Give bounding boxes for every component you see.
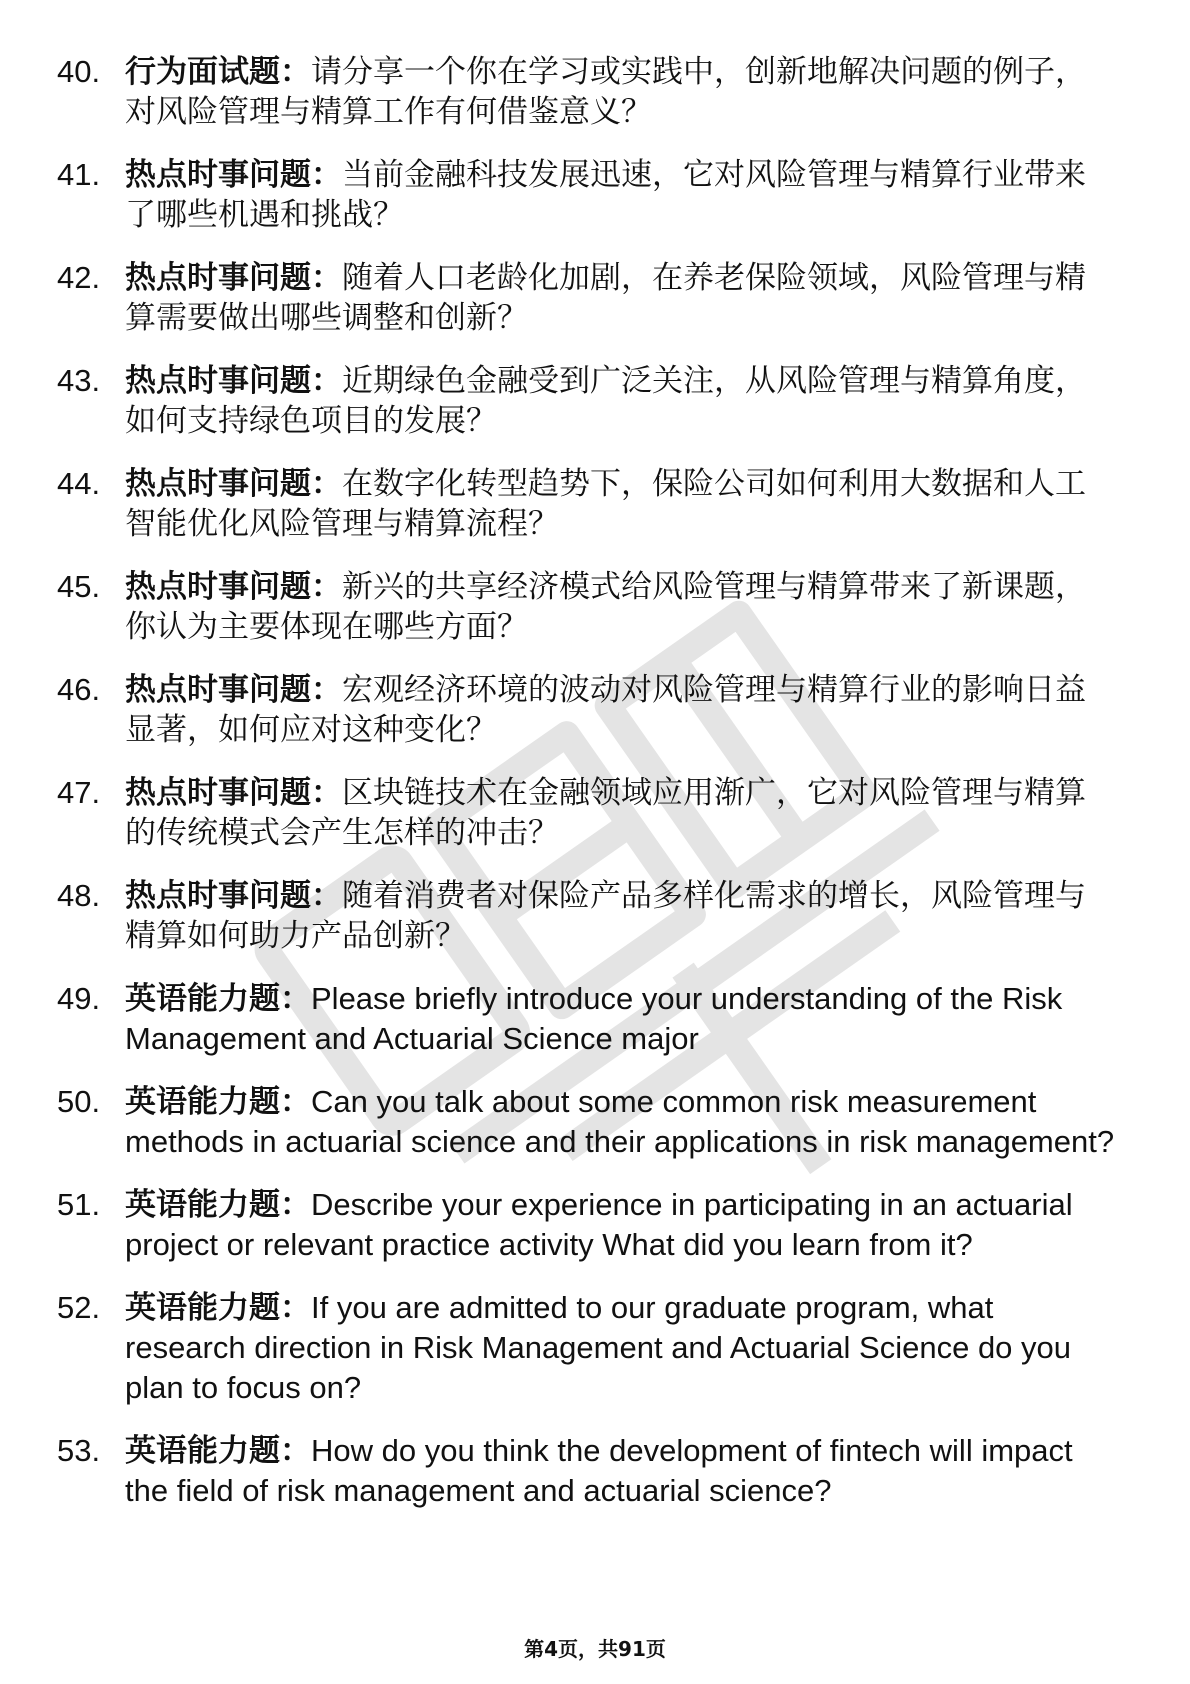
question-category-label: 热点时事问题： [125, 466, 342, 502]
question-number: 40. [57, 54, 101, 89]
question-text: 请分享一个你在学习或实践中，创新地解决问题的例子，对风险管理与精算工作有何借鉴意义？ [125, 54, 1086, 130]
question-number: 53. [57, 1433, 101, 1468]
question-text: Can you talk about some common risk measurement methods in actuarial science and their applications in risk management? [125, 1084, 1115, 1159]
question-text: Please briefly introduce your understanding of the Risk Management and Actuarial Science major [125, 981, 1063, 1056]
question-item [0, 876, 1115, 956]
question-item [0, 773, 1115, 853]
question-number: 45. [57, 569, 101, 604]
question-item [0, 670, 1115, 750]
question-text: 随着消费者对保险产品多样化需求的增长，风险管理与精算如何助力产品创新？ [125, 878, 1086, 954]
question-number: 41. [57, 157, 101, 192]
question-text: 在数字化转型趋势下，保险公司如何利用大数据和人工智能优化风险管理与精算流程？ [125, 466, 1086, 542]
question-text: 随着人口老龄化加剧，在养老保险领域，风险管理与精算需要做出哪些调整和创新？ [125, 260, 1086, 336]
question-text: If you are admitted to our graduate program, what research direction in Risk Management and Actuarial Science do you plan to focus on? [125, 1290, 1072, 1405]
question-category-label: 英语能力题： [125, 1290, 311, 1326]
question-category-label: 热点时事问题： [125, 260, 342, 296]
question-number: 52. [57, 1290, 101, 1325]
page-footer: 第4页，共91页 [524, 1637, 666, 1661]
question-item [0, 258, 1115, 338]
question-text: 新兴的共享经济模式给风险管理与精算带来了新课题，你认为主要体现在哪些方面？ [125, 569, 1086, 645]
question-category-label: 英语能力题： [125, 981, 311, 1017]
question-item [0, 464, 1115, 544]
question-item [0, 1082, 1115, 1162]
question-list [0, 52, 1190, 1534]
question-category-label: 热点时事问题： [125, 569, 342, 605]
question-category-label: 热点时事问题： [125, 363, 342, 399]
question-number: 46. [57, 672, 101, 707]
question-category-label: 热点时事问题： [125, 878, 342, 914]
question-number: 42. [57, 260, 101, 295]
question-text: 宏观经济环境的波动对风险管理与精算行业的影响日益显著，如何应对这种变化？ [125, 672, 1086, 748]
question-number: 43. [57, 363, 101, 398]
question-category-label: 行为面试题： [125, 54, 311, 90]
question-category-label: 英语能力题： [125, 1084, 311, 1120]
question-text: 区块链技术在金融领域应用渐广，它对风险管理与精算的传统模式会产生怎样的冲击？ [125, 775, 1086, 851]
question-category-label: 英语能力题： [125, 1187, 311, 1223]
question-number: 44. [57, 466, 101, 501]
question-item [0, 1288, 1115, 1408]
question-text: Describe your experience in participating in an actuarial project or relevant practice activity What did you learn from it? [125, 1187, 1073, 1262]
question-item [0, 155, 1115, 235]
question-text: 近期绿色金融受到广泛关注，从风险管理与精算角度，如何支持绿色项目的发展？ [125, 363, 1086, 439]
question-item [0, 1431, 1115, 1511]
question-text: 当前金融科技发展迅速，它对风险管理与精算行业带来了哪些机遇和挑战？ [125, 157, 1086, 233]
question-text: How do you think the development of fintech will impact the field of risk management and actuarial science? [125, 1433, 1073, 1508]
question-item [0, 52, 1115, 132]
question-item [0, 1185, 1115, 1265]
question-number: 47. [57, 775, 101, 810]
question-number: 48. [57, 878, 101, 913]
question-category-label: 热点时事问题： [125, 775, 342, 811]
question-category-label: 热点时事问题： [125, 672, 342, 708]
question-number: 49. [57, 981, 101, 1016]
question-number: 51. [57, 1187, 101, 1222]
question-number: 50. [57, 1084, 101, 1119]
question-category-label: 英语能力题： [125, 1433, 311, 1469]
question-item [0, 361, 1115, 441]
question-category-label: 热点时事问题： [125, 157, 342, 193]
question-item [0, 567, 1115, 647]
question-item [0, 979, 1115, 1059]
